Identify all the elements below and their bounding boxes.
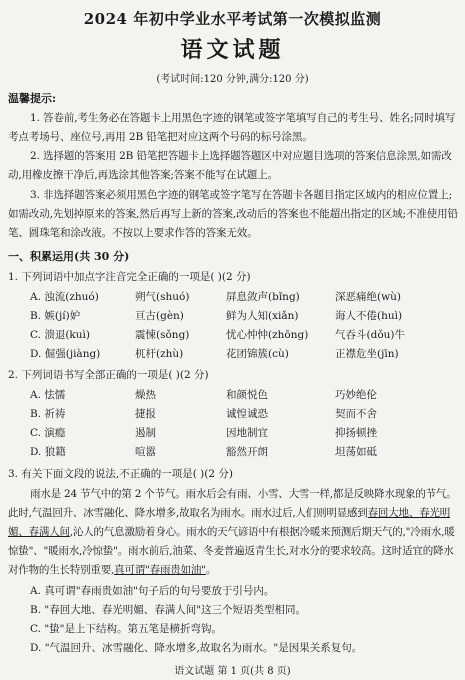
option-text: 震悚(sǒng) — [135, 329, 190, 341]
exam-info: (考试时间:120 分钟,满分:120 分) — [156, 74, 309, 85]
page-footer: 语文试题 第 1 页(共 8 页) — [174, 666, 291, 677]
question-1-stem: 1. 下列词语中加点字注音完全正确的一项是( )(2 分) — [8, 271, 251, 283]
option-text: 亘古(gèn) — [135, 310, 184, 322]
question-1-option-row — [30, 327, 460, 345]
option-text: 豁然开朗 — [226, 446, 268, 458]
notice-item-2: 2. 选择题的答案用 2B 铅笔把答题卡上选择题答题区中对应题目选项的答案信息涂黑,如需改动,用橡皮擦干净后,再选涂其他答案;答案不能写在试题上。 — [8, 150, 452, 181]
question-3-choice-b: B. "春回大地、春光明媚、春满人间"这三个短语类型相同。 — [30, 604, 307, 616]
option-text: 正襟危坐(jīn) — [335, 348, 399, 360]
passage-underlined-phrase: 春回大地、春光明媚、春满人间 — [8, 507, 451, 538]
option-text: C. 溃退(kuì) — [30, 329, 91, 341]
option-text: D. 狼籍 — [30, 446, 66, 458]
question-3-passage — [8, 485, 460, 580]
option-text: 深恶痛绝(wù) — [335, 291, 401, 303]
question-2-option-row — [30, 425, 460, 443]
exam-header-title: 2024 年初中学业水平考试第一次模拟监测 — [83, 10, 382, 28]
option-text: 屏息敛声(bǐng) — [226, 291, 300, 303]
option-text: C. 演瘾 — [30, 427, 66, 439]
option-text: 因地制宜 — [226, 427, 268, 439]
option-text: 鲜为人知(xiǎn) — [226, 310, 299, 322]
option-text: 和颜悦色 — [226, 389, 268, 401]
question-2-option-row — [30, 387, 460, 405]
option-text: 气吞斗(dǒu)牛 — [335, 329, 405, 341]
option-text: B. 祈祷 — [30, 408, 66, 420]
page-title: 语文试题 — [180, 37, 285, 63]
option-text: 巧妙绝伦 — [335, 389, 377, 401]
section-heading: 一、积累运用(共 30 分) — [8, 250, 130, 263]
option-text: D. 倔强(jiàng) — [30, 348, 101, 360]
notice-item-1: 1. 答卷前,考生务必在答题卡上用黑色字迹的钢笔或签字笔填写自己的考生号、姓名;同时填写考点考场号、座位号,再用 2B 铅笔把对应这两个号码的标号涂黑。 — [8, 112, 456, 143]
question-3-stem: 3. 有关下面文段的说法,不正确的一项是( )(2 分) — [8, 468, 233, 480]
notice-item-3: 3. 非选择题答案必须用黑色字迹的钢笔或签字笔写在答题卡各题目指定区域内的相应位置上;如需改动,先划掉原来的答案,然后再写上新的答案,改动后的答案也不能超出指定的区域;不准使用铅笔、圆珠笔和涂改液。不按以上要求作答的答案无效。 — [8, 189, 458, 239]
option-text: 杌杆(zhù) — [135, 348, 184, 360]
question-1-option-row — [30, 289, 460, 307]
option-text: 忧心忡忡(zhōng) — [226, 329, 309, 341]
option-text: A. 浊流(zhuó) — [30, 291, 99, 303]
question-3-choice-c: C. "蛰"是上下结构。第五笔是横折弯钩。 — [30, 623, 222, 635]
question-3-choice-d: D. "气温回升、冰雪融化、降水增多,故取名为雨水。"是因果关系复句。 — [30, 642, 363, 654]
question-3-choice-a: A. 真可谓"春雨贵如油"句子后的句号要放于引号内。 — [30, 585, 275, 597]
option-text: 坦荡如砥 — [335, 446, 377, 458]
option-text: 诲人不倦(huì) — [335, 310, 403, 322]
option-text: 契而不舍 — [335, 408, 377, 420]
option-text: A. 怯懦 — [30, 389, 66, 401]
question-2-option-row — [30, 444, 460, 462]
passage-text: 。 — [205, 564, 217, 576]
option-text: 遏制 — [135, 427, 156, 439]
passage-text: 雨水是 24 节气中的第 2 个节气。雨水后会有雨、小雪、大雪一样,都是反映降水现象的节气。此时,气温回升、冰雪融化、降水增多,故取名为雨水。雨水过后,人们则明显感到 — [8, 488, 457, 519]
option-text: 朔气(shuó) — [135, 291, 190, 303]
question-2-option-row — [30, 406, 460, 424]
option-text: 抑扬顿挫 — [335, 427, 377, 439]
notice-heading: 温馨提示: — [8, 92, 57, 105]
option-text: B. 嫉(jí)妒 — [30, 310, 81, 322]
question-2-stem: 2. 下列词语书写全部正确的一项是( )(2 分) — [8, 369, 209, 381]
passage-underlined-phrase: 真可谓"春雨贵如油" — [114, 564, 206, 576]
question-1-option-row — [30, 346, 460, 364]
question-1-option-row — [30, 308, 460, 326]
option-text: 诚惶诚恐 — [226, 408, 268, 420]
option-text: 燥热 — [135, 389, 156, 401]
option-text: 花团锦簇(cù) — [226, 348, 289, 360]
option-text: 捷报 — [135, 408, 156, 420]
option-text: 喧嚣 — [135, 446, 156, 458]
passage-text: ,沁人的气息激励着身心。雨水的天气谚语中有根据冷暖来预测后期天气的,"冷雨水,暖惊蛰"、"暖雨水,冷惊蛰"。雨水前后,油菜、冬麦普遍返青生长,对水分的要求较高。这时适宜的降水对作物的生长特别重要, — [8, 526, 455, 576]
